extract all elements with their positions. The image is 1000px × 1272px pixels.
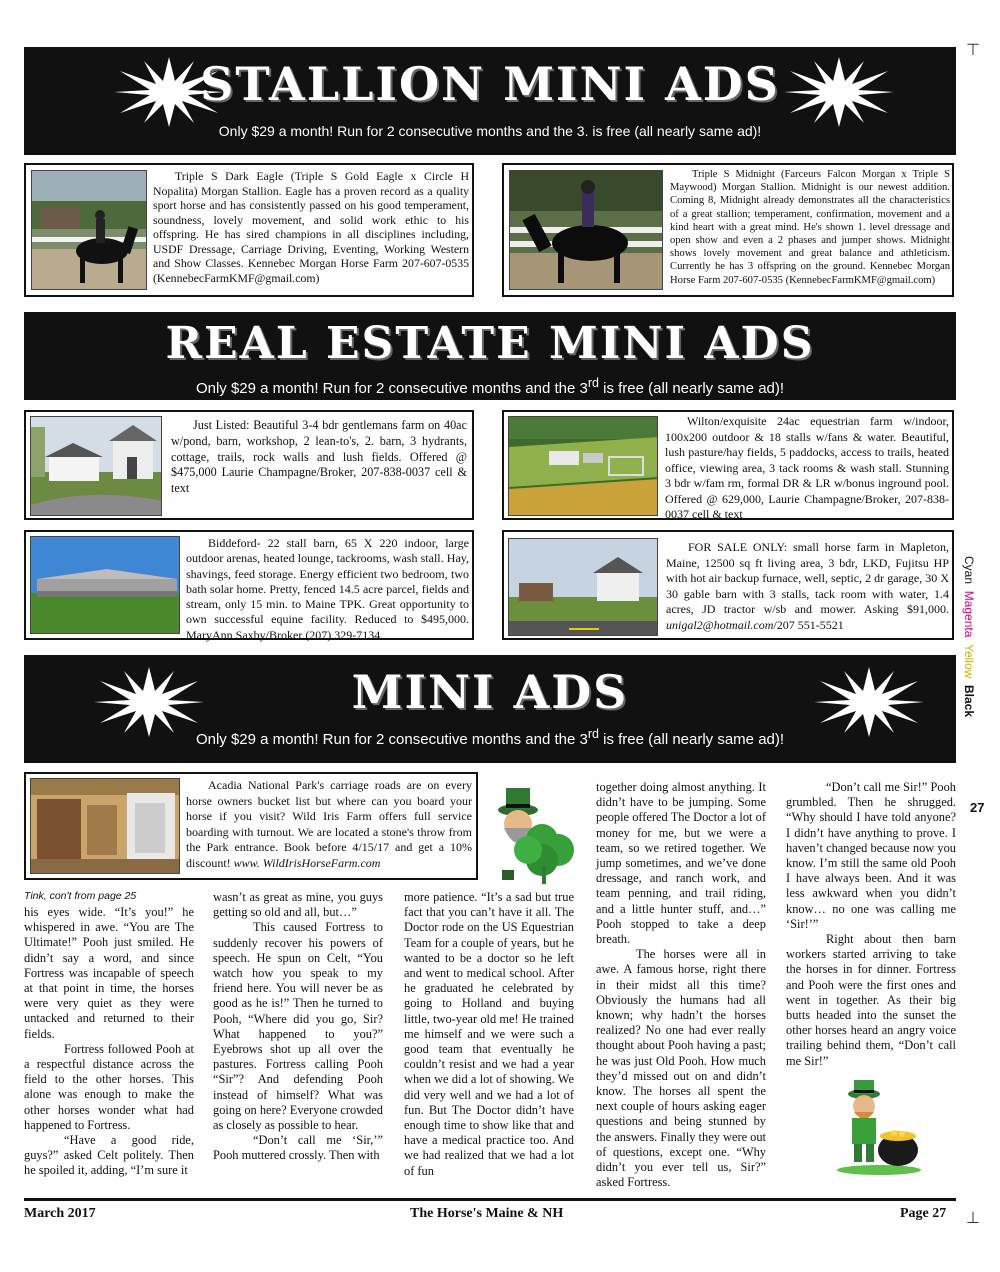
subtitle-sup: rd [587,727,599,741]
footer-date: March 2017 [24,1206,96,1221]
ad-biddeford [24,530,474,640]
leprechaun-shamrock-icon [484,780,576,886]
ad-text: Wilton/exquisite 24ac equestrian farm w/indoor, 100x200 outdoor & 18 stalls w/fans & water. Beautiful, lush pasture/hay fields, 5 paddocks, access to trails, heated office, viewing area, 3 tack rooms & wash stall. Stunning 3 bdr w/fam rm, formal DR & LR w/bonus inground pool. Offered @ 629,000, Laurie Champagne/Broker, 207-838-0037 cell & text [665,414,949,521]
subtitle-sup: rd [587,376,599,390]
leprechaun-pot-of-gold-icon [834,1080,924,1176]
mini-ads-banner [24,655,956,763]
ad-photo-farmhouse [30,416,162,516]
ad-website: www. WildIrisHorseFarm.com [233,855,381,870]
ad-photo-aerial-farm [508,416,658,516]
crop-mark-bottom: ⊥ [966,1210,980,1227]
color-registration-bar [962,556,976,717]
mini-ads-banner-subtitle [24,727,956,748]
ad-text: FOR SALE ONLY: small horse farm in Mapleton, Maine, 12500 sq ft living area, 3 bdr, LKD, Fujitsu HP with hot air backup furnace, well, septic, 2 dr garage, 30 X 30 gable barn with 3 stalls, tack room with water, 1.4 acres, JD tractor w/sb and mower. Asking $91,000. [666,540,949,616]
ad-photo-small-farm [508,538,658,636]
ad-wilton [502,410,954,520]
ad-photo-indoor-arena [30,536,180,634]
story-paragraph: together doing almost anything. It didn’t have to be jumping. Some people offered The Doctor a lot of money for me, but we were a team, so we retired together. We jump sometimes, and we’ve done dressage, and ranch work, and team penning, and trail riding, and a little hunter stuff, and…” Pooh stopped to take a deep breath. [596,780,766,947]
story-paragraph: “Have a good ride, guys?” asked Celt politely. Then he spoiled it, adding, “I’m sure it [24,1133,194,1178]
stallion-banner [24,47,956,155]
story-paragraph: The horses were all in awe. A famous horse, right there in their midst all this time? Obviously the humans had all known; why hadn’t the horses realized? No one had ever really thought about Pooh having a past; he was just Old Pooh. How much they’d missed out on and didn’t know. The horses all spent the next couple of hours asking eager questions and being stunned by the answers. Finally they were out of questions, except one. “Why didn’t you ever tell us, Sir?” asked Fortress. [596,947,766,1190]
ad-text: Biddeford- 22 stall barn, 65 X 220 indoor, large outdoor arenas, heated lounge, tackrooms, wash stall. Hay, shavings, feed storage. Energy efficient two bedroom, two bath solar home. Pretty, fenced 14.5 acre parcel, fields and stream, only 15 min. to Maine TPK. Great opportunity to own successful equine facility. Reduced to $495,000. MaryAnn Saxby/Broker (207) 329-7134. [186,536,469,642]
ad-dark-eagle [24,163,474,297]
story-paragraph: “Don’t call me Sir!” Pooh grumbled. Then he shrugged. “Why should I have told anyone? I didn’t have anything to prove. I haven’t changed because now you know. I’m still the same old Pooh I have always been. And it was less awkward when you didn’t know… no one was calling me ‘Sir!’” [786,780,956,931]
ad-text: Triple S Dark Eagle (Triple S Gold Eagle x Circle H Nopalita) Morgan Stallion. Eagle has a proven record as a quality sport horse and has consistently passed on his good temperament, soundness, lovely movement, and solid work ethic to his offspring. He has sired champions in all disciplines including, USDF Dressage, Carriage Driving, Eventing, Working Western and Show Classes. Kennebec Morgan Horse Farm 207-607-0535 (KennebecFarmKMF@gmail.com) [153,169,469,285]
ad-photo-dressage-horse [31,170,147,290]
story-paragraph: Fortress followed Pooh at a respectful distance across the field to the other horses. This alone was enough to make the other horses wonder what had happened to Fortress. [24,1041,194,1132]
story-paragraph: his eyes wide. “It’s you!” he whispered in awe. “You are The Ultimate!” Pooh just smiled. He didn’t say a word, and since Fortress was incapable of speech at that point in time, the horses were very quiet as they were untacked and returned to their fields. [24,905,194,1041]
story-paragraph: Right about then barn workers started arriving to take the horses in for dinner. Fortress and Pooh were the first ones and went in together. As their big butts headed into the sunset the other horses heard an angry voice trailing behind them, “Don’t call me Sir!” [786,932,956,1068]
footer-publication: The Horse's Maine & NH [410,1206,564,1221]
color-label-magenta: Magenta [962,590,976,638]
mini-ads-banner-title: MINI ADS [351,665,629,719]
ad-photo-black-horse [509,170,663,290]
footer-rule [24,1198,956,1201]
crop-mark-top: ⊤ [966,42,980,59]
ad-mapleton [502,530,954,640]
story-column-5 [786,780,956,1069]
story-paragraph: more patience. “It’s a sad but true fact that you can’t have it all. The Doctor rode on the US Equestrian Team for a couple of years, but he wanted to be a doctor so he left and went to medical school. After he graduated he celebrated by going to Holland and buying little, two-year old me! He trained me himself and we were such a good team that eventually he couldn’t resist and we had a year when we did a lot of showing. We did very well and we had a lot of fun. But The Doctor didn’t have enough time to show like that and have a medical practice too. And we had realized that we had a lot of fun [404,890,574,1178]
story-column-4 [596,780,766,1190]
story-column-2 [213,890,383,1164]
story-paragraph: “Don’t call me ‘Sir,’” Pooh muttered crossly. Then with [213,1133,383,1163]
ad-phone: /207 551-5521 [773,617,844,632]
stallion-banner-subtitle: Only $29 a month! Run for 2 consecutive months and the 3. is free (all nearly same ad)! [218,123,762,139]
stallion-banner-title: STALLION MINI ADS [200,57,780,111]
ad-midnight [502,163,954,297]
color-label-yellow: Yellow [962,644,976,679]
color-label-black: Black [962,684,976,718]
realestate-banner [24,312,956,400]
subtitle-text: Only $29 a month! Run for 2 consecutive months and the 3 [195,731,588,748]
realestate-banner-title: REAL ESTATE MINI ADS [165,318,815,369]
ad-email: unigal2@hotmail.com [666,617,774,632]
subtitle-text-end: is free (all nearly same ad)! [598,380,785,397]
story-column-1 [24,905,194,1179]
story-column-3 [404,890,574,1179]
realestate-banner-subtitle [24,376,956,397]
color-label-cyan: Cyan [962,556,976,585]
subtitle-text: Only $29 a month! Run for 2 consecutive months and the 3 [195,380,588,397]
ad-wild-iris-farm [24,772,478,880]
continued-note: Tink, con't from page 25 [24,890,137,902]
story-paragraph: This caused Fortress to suddenly recover his powers of speech. He spun on Celt, “You watch how you speak to my friend here. You will never be as good as he is!” Then he turned to Pooh, “Where did you go, Sir? What happened to you?” Eyebrows shot up all over the pastures. Fortress calling Pooh “Sir”? And defending Pooh instead of himself? What was going on here? Everyone crowded as closely as possible to hear. [213,920,383,1133]
ad-text: Acadia National Park's carriage roads are on every horse owners bucket list but where can you board your horse if you visit? Wild Iris Farm offers full service boarding with turnout. We are located a stone's throw from the Park entrance. Book before 4/15/17 and get a 10% discount! [186,778,472,870]
ad-photo-barn-aisle [30,778,180,874]
footer-page-number: Page 27 [900,1206,947,1221]
subtitle-text-end: is free (all nearly same ad)! [598,731,785,748]
margin-page-number: 27 [970,800,985,815]
ad-just-listed [24,410,474,520]
ad-text: Just Listed: Beautiful 3-4 bdr gentlemans farm on 40ac w/pond, barn, workshop, 2 lean-to's, 2. barn, 3 hydrants, cottage, trails, rock walls and lush fields. Offered @ $475,000 Laurie Champagne/Broker, 207-838-0037 cell & text [171,418,467,496]
story-paragraph: wasn’t as great as mine, you guys getting so old and all, but…” [213,890,383,920]
ad-text: Triple S Midnight (Farceurs Falcon Morgan x Triple S Maywood) Morgan Stallion. Midnight is our newest addition. Coming 8, Midnight already demonstrates all the characteristics of a great stallion; temperament, confirmation, movement and a kind heart with a great mind. He's shown 1. level dressage and open show and even a 2 phases and jumper shows. Midnight shows lovely movement and great balance and athleticism. Currently he has 3 offspring on the ground. Kennebec Morgan Horse Farm 207-607-0535 (KennebecFarmKMF@gmail.com) [670,169,950,286]
